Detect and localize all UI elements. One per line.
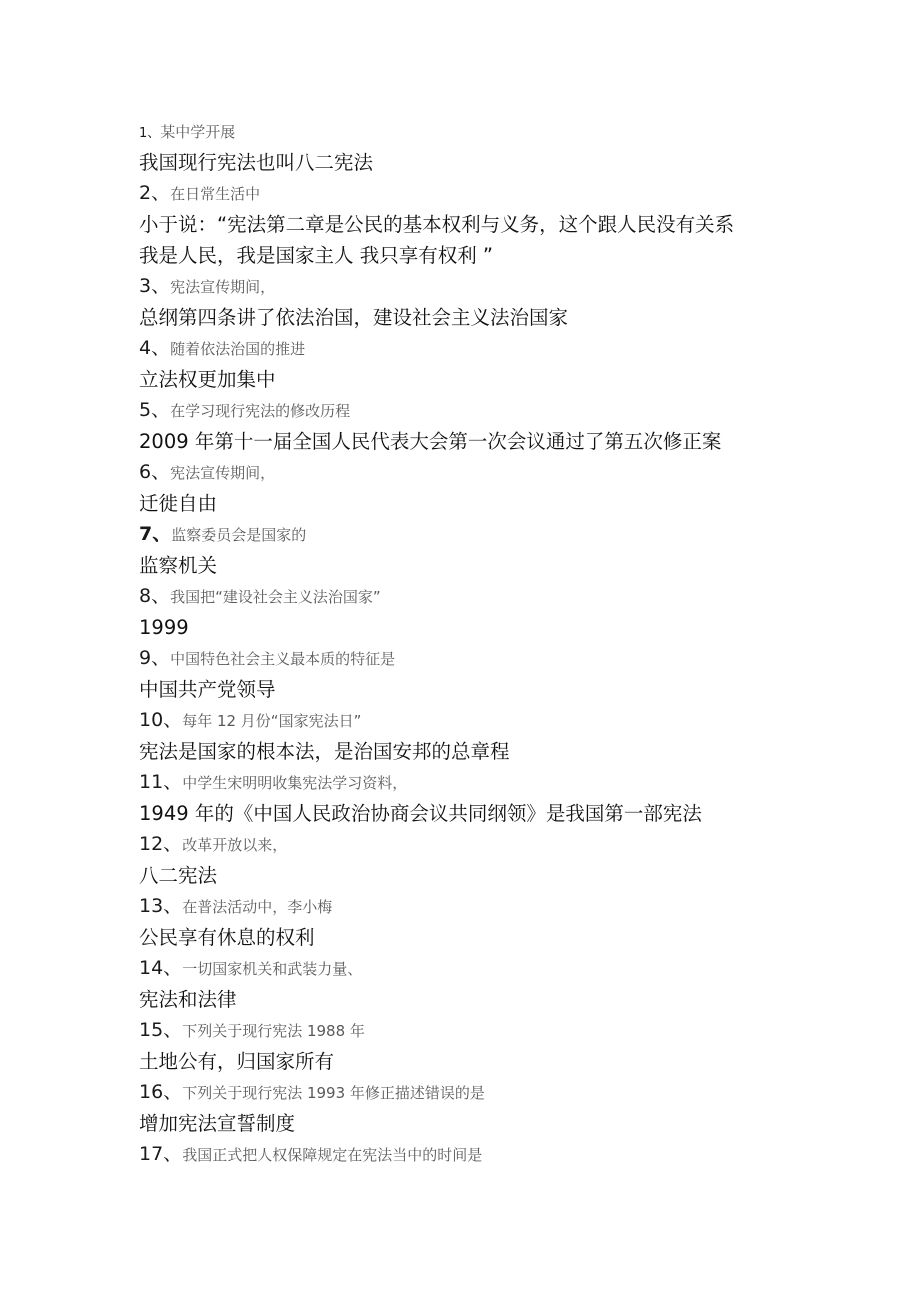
question-15 — [139, 1015, 859, 1046]
question-text: 一切国家机关和武装力量、 — [182, 960, 363, 978]
question-4 — [139, 333, 859, 364]
question-text: 下列关于现行宪法 1988 年 — [182, 1022, 365, 1040]
question-3 — [139, 271, 859, 302]
question-12 — [139, 829, 859, 860]
question-number: 5、 — [139, 399, 171, 421]
question-number: 3、 — [139, 275, 171, 297]
question-text: 在学习现行宪法的修改历程 — [170, 402, 351, 420]
question-text: 下列关于现行宪法 1993 年修正描述错误的是 — [182, 1084, 485, 1102]
question-number: 9、 — [139, 647, 171, 669]
answer-15: 土地公有，归国家所有 — [139, 1050, 335, 1073]
question-number: 14、 — [139, 957, 183, 979]
question-text: 在普法活动中，李小梅 — [182, 898, 333, 916]
question-answer-list — [139, 116, 859, 1170]
question-text: 宪法宣传期间， — [170, 278, 276, 296]
question-number: 2、 — [139, 182, 171, 204]
question-number: 1、 — [139, 126, 161, 141]
question-8 — [139, 581, 859, 612]
question-number: 8、 — [139, 585, 171, 607]
question-number: 7、 — [139, 523, 172, 545]
answer-13: 公民享有休息的权利 — [139, 926, 315, 949]
answer-line: 我是人民，我是国家主人 我只享有权利 ” — [139, 244, 493, 267]
question-text: 监察委员会是国家的 — [171, 526, 307, 544]
answer-3: 总纲第四条讲了依法治国，建设社会主义法治国家 — [139, 306, 569, 329]
answer-8: 1999 — [139, 616, 189, 639]
question-7 — [139, 519, 859, 550]
question-number: 15、 — [139, 1019, 183, 1041]
question-text: 我国正式把人权保障规定在宪法当中的时间是 — [182, 1146, 483, 1164]
question-number: 16、 — [139, 1081, 183, 1103]
answer-7: 监察机关 — [139, 554, 218, 577]
question-number: 13、 — [139, 895, 183, 917]
question-number: 4、 — [139, 337, 171, 359]
question-17 — [139, 1139, 859, 1170]
question-number: 10、 — [139, 709, 183, 731]
question-14 — [139, 953, 859, 984]
question-text: 某中学开展 — [160, 123, 236, 141]
question-9 — [139, 643, 859, 674]
question-1 — [139, 116, 859, 147]
question-13 — [139, 891, 859, 922]
answer-12: 八二宪法 — [139, 864, 218, 887]
question-10 — [139, 705, 859, 736]
question-text: 中国特色社会主义最本质的特征是 — [170, 650, 396, 668]
question-text: 改革开放以来， — [182, 836, 288, 854]
answer-1: 我国现行宪法也叫八二宪法 — [139, 151, 374, 174]
question-text: 每年 12 月份“国家宪法日” — [182, 712, 362, 730]
question-number: 6、 — [139, 461, 171, 483]
question-5 — [139, 395, 859, 426]
question-2 — [139, 178, 859, 209]
question-text: 我国把“建设社会主义法治国家” — [170, 588, 381, 606]
question-text: 宪法宣传期间， — [170, 464, 276, 482]
answer-4: 立法权更加集中 — [139, 368, 276, 391]
answer-line: 小于说：“宪法第二章是公民的基本权利与义务，这个跟人民没有关系 — [139, 213, 735, 236]
question-number: 11、 — [139, 771, 183, 793]
question-text: 中学生宋明明收集宪法学习资料， — [182, 774, 408, 792]
answer-10: 宪法是国家的根本法，是治国安邦的总章程 — [139, 740, 510, 763]
answer-14: 宪法和法律 — [139, 988, 237, 1011]
question-number: 12、 — [139, 833, 183, 855]
answer-9: 中国共产党领导 — [139, 678, 276, 701]
question-6 — [139, 457, 859, 488]
answer-16: 增加宪法宣誓制度 — [139, 1112, 296, 1135]
question-number: 17、 — [139, 1143, 183, 1165]
question-11 — [139, 767, 859, 798]
question-text: 随着依法治国的推进 — [170, 340, 306, 358]
answer-11: 1949 年的《中国人民政治协商会议共同纲领》是我国第一部宪法 — [139, 802, 702, 825]
answer-5: 2009 年第十一届全国人民代表大会第一次会议通过了第五次修正案 — [139, 430, 722, 453]
answer-6: 迁徙自由 — [139, 492, 218, 515]
answer-2 — [139, 209, 859, 271]
question-text: 在日常生活中 — [170, 185, 261, 203]
question-16 — [139, 1077, 859, 1108]
